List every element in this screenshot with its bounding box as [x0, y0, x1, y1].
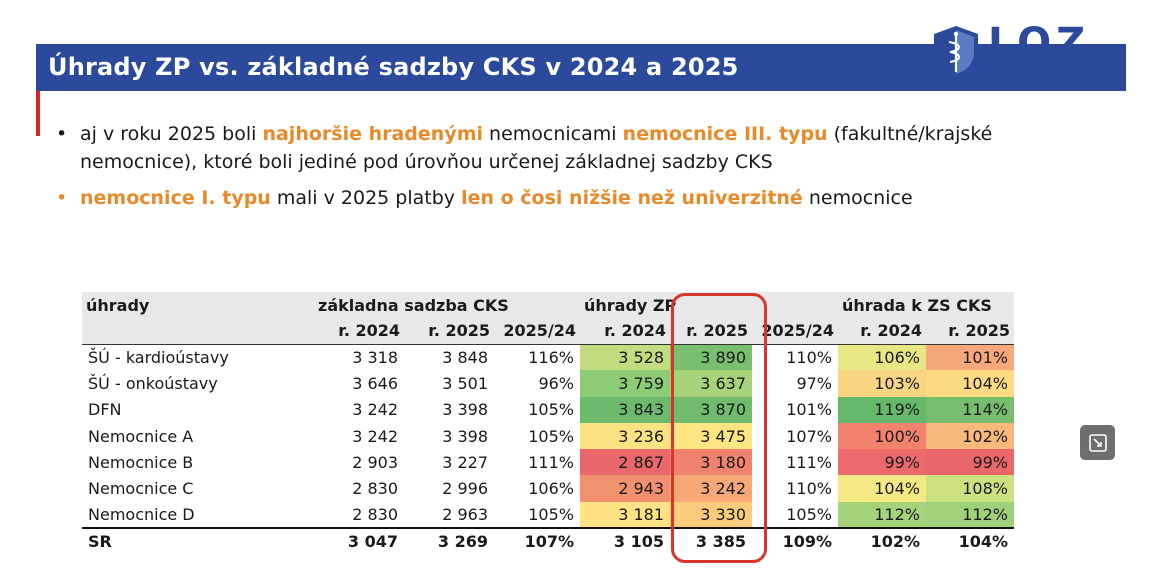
table-cell: 110%: [786, 347, 832, 367]
bullet-dot: •: [56, 187, 68, 209]
header-group-uhrady-zp: úhrady ZP: [580, 292, 752, 318]
table-cell: 111%: [786, 452, 832, 472]
bullet-item-1: [56, 120, 1096, 176]
table-cell: 3 843: [580, 397, 670, 423]
table-cell: 3 890: [670, 344, 752, 370]
expand-icon: [1088, 433, 1108, 453]
table-cell: 114%: [926, 397, 1014, 423]
bullet-text: [80, 187, 913, 209]
header-col-3: 2025/24: [494, 318, 580, 344]
row-label: Nemocnice C: [88, 479, 194, 499]
table-cell: 3 528: [580, 344, 670, 370]
table-cell: 3 848: [442, 347, 488, 367]
table-cell: 112%: [926, 502, 1014, 528]
table-cell: 2 830: [352, 479, 398, 499]
table-cell: 100%: [838, 423, 926, 449]
table-cell: 2 867: [580, 449, 670, 475]
header-uhrady: úhrady: [82, 292, 314, 318]
table-cell: 107%: [494, 528, 580, 554]
bullet-text-part: (fakultné/krajské nemocnice), ktoré boli jediné pod úrovňou určenej základnej sadzby CKS: [80, 123, 993, 173]
table-cell: 3 236: [580, 423, 670, 449]
table-cell: 3 242: [670, 475, 752, 501]
table-cell: 3 398: [442, 400, 488, 420]
table-cell: 2 963: [442, 504, 488, 524]
table-cell: 3 501: [442, 373, 488, 393]
highlighted-text: len o čosi nižšie než univerzitné: [461, 187, 803, 209]
highlighted-text: najhoršie hradenými: [262, 123, 484, 145]
payments-table: [82, 292, 1014, 554]
table-cell: 104%: [926, 528, 1014, 554]
table-cell: 3 330: [670, 502, 752, 528]
row-label: ŠÚ - kardioústavy: [88, 347, 229, 367]
header-col-4: r. 2024: [580, 318, 670, 344]
table-cell: 3 242: [352, 400, 398, 420]
table-cell: 105%: [528, 504, 574, 524]
bullet-text-part: aj v roku 2025 boli: [80, 123, 263, 145]
table-cell: 2 903: [352, 452, 398, 472]
table-cell: 3 646: [352, 373, 398, 393]
table-row: [82, 344, 1014, 370]
table-cell: 110%: [786, 479, 832, 499]
row-label: ŠÚ - onkoústavy: [88, 373, 218, 393]
logo-subtitle: LEKÁRSKE ODBOROVÉ ZDRUŽENIE: [990, 68, 1086, 74]
table-cell: 102%: [926, 423, 1014, 449]
table-cell: 103%: [838, 370, 926, 396]
bullet-item-2: [56, 184, 1096, 212]
table-cell: 107%: [786, 426, 832, 446]
table-cell: 101%: [786, 400, 832, 420]
table-cell: 3 242: [352, 426, 398, 446]
table-cell: 3 181: [580, 502, 670, 528]
table-cell: 106%: [528, 479, 574, 499]
table-row: [82, 475, 1014, 501]
payments-table-container: [82, 292, 1018, 554]
table-row: [82, 397, 1014, 423]
bullet-dot: •: [56, 123, 68, 145]
header-col-0: [82, 318, 314, 344]
table-cell: 102%: [838, 528, 926, 554]
header-col-2: r. 2025: [404, 318, 494, 344]
table-cell: 3 637: [670, 370, 752, 396]
table-cell: 3 759: [580, 370, 670, 396]
header-col-6: 2025/24: [752, 318, 838, 344]
header-group-zakladna-sadzba: základna sadzba CKS: [314, 292, 580, 318]
table-header-years: [82, 318, 1014, 344]
table-cell: 108%: [926, 475, 1014, 501]
table-cell: 99%: [926, 449, 1014, 475]
logo-text: LOZ: [988, 20, 1091, 66]
row-label: DFN: [88, 400, 122, 420]
header-col-5: r. 2025: [670, 318, 752, 344]
table-cell: 3 475: [670, 423, 752, 449]
bullet-text-part: mali v 2025 platby: [270, 187, 462, 209]
table-cell: 101%: [926, 344, 1014, 370]
table-cell: 99%: [838, 449, 926, 475]
table-cell: 2 943: [580, 475, 670, 501]
bullet-text: [80, 123, 992, 173]
table-cell: 3 318: [352, 347, 398, 367]
table-row: [82, 449, 1014, 475]
table-row: [82, 502, 1014, 528]
table-cell: 119%: [838, 397, 926, 423]
table-cell: 3 398: [442, 426, 488, 446]
table-cell: 2 996: [442, 479, 488, 499]
table-cell: 104%: [926, 370, 1014, 396]
loz-logo: [930, 20, 1090, 84]
table-cell: 97%: [796, 373, 832, 393]
table-cell: 3 227: [442, 452, 488, 472]
table-cell: 105%: [528, 426, 574, 446]
table-cell: 109%: [752, 528, 838, 554]
table-row: [82, 370, 1014, 396]
header-col-8: r. 2025: [926, 318, 1014, 344]
table-cell: 104%: [838, 475, 926, 501]
header-col-7: r. 2024: [838, 318, 926, 344]
bullet-text-part: nemocnicami: [483, 123, 623, 145]
row-label: Nemocnice A: [88, 426, 194, 446]
slide-title: Úhrady ZP vs. základné sadzby CKS v 2024 a 2025: [36, 44, 1126, 91]
table-cell: 3 180: [670, 449, 752, 475]
table-cell: 106%: [838, 344, 926, 370]
row-label: SR: [82, 528, 314, 554]
table-cell: 3 047: [314, 528, 404, 554]
table-total-row: [82, 528, 1014, 554]
table-cell: 116%: [528, 347, 574, 367]
row-label: Nemocnice D: [88, 504, 195, 524]
table-row: [82, 423, 1014, 449]
expand-button[interactable]: [1080, 425, 1115, 460]
shield-caduceus-icon: [930, 24, 982, 80]
title-accent-bar: [36, 91, 40, 136]
header-group-uhrada-k-zs: úhrada k ZS CKS: [838, 292, 1014, 318]
header-col-1: r. 2024: [314, 318, 404, 344]
table-cell: 3 105: [580, 528, 670, 554]
table-cell: 3 385: [670, 528, 752, 554]
table-cell: 2 830: [352, 504, 398, 524]
highlighted-text: nemocnice I. typu: [80, 187, 271, 209]
highlighted-text: nemocnice III. typu: [622, 123, 828, 145]
table-cell: 3 269: [404, 528, 494, 554]
table-header-groups: [82, 292, 1014, 318]
table-cell: 105%: [786, 504, 832, 524]
bullet-list: [56, 120, 1096, 220]
table-cell: 111%: [528, 452, 574, 472]
table-cell: 112%: [838, 502, 926, 528]
table-cell: 3 870: [670, 397, 752, 423]
row-label: Nemocnice B: [88, 452, 194, 472]
table-cell: 96%: [538, 373, 574, 393]
table-cell: 105%: [528, 400, 574, 420]
bullet-text-part: nemocnice: [802, 187, 913, 209]
